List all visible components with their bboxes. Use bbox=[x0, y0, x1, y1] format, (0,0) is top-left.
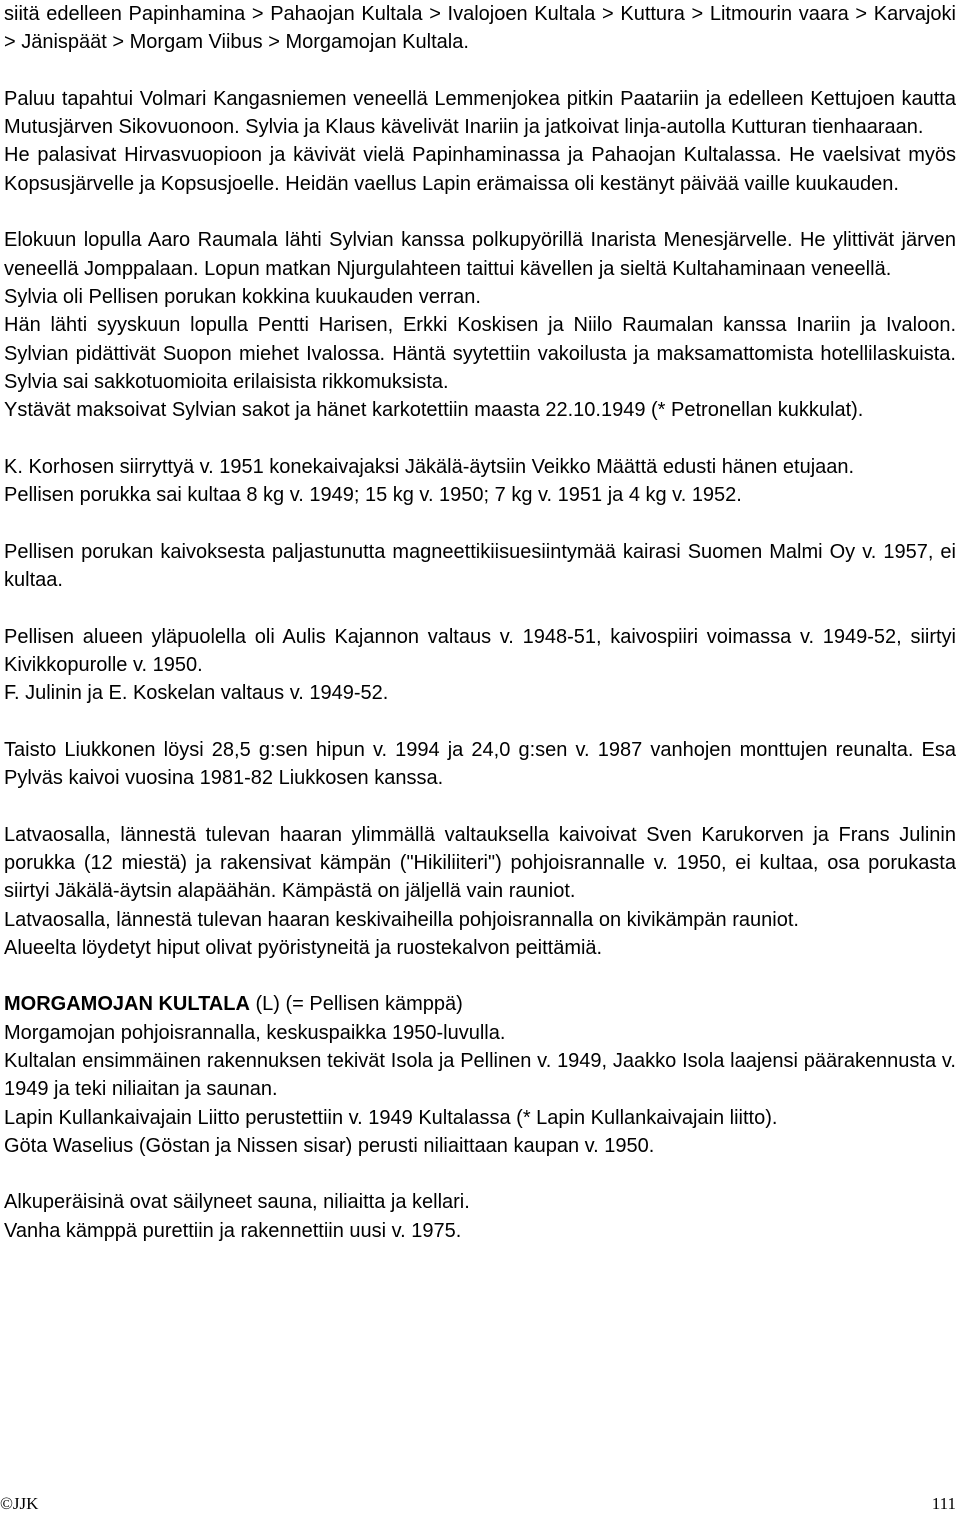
paragraph-korhonen bbox=[4, 453, 956, 481]
paragraph-text: siitä edelleen Papinhamina > Pahaojan Kultala > Ivalojoen Kultala > Kuttura > Litmourin vaara > Karvajoki > Jänispäät > Morgam Viibus > Morgamojan Kultala. bbox=[4, 3, 956, 54]
paragraph-elokuu bbox=[4, 226, 956, 283]
paragraph-gap bbox=[4, 594, 956, 622]
paragraph-karkotus bbox=[4, 396, 956, 424]
paragraph-text: Elokuun lopulla Aaro Raumala lähti Sylvian kanssa polkupyörillä Inarista Menesjärvelle. He ylittivät järven veneellä Jomppalaan. Lopun matkan Njurgulahteen taittui kävellen ja sieltä Kultahaminaan veneellä. bbox=[4, 229, 956, 280]
paragraph-syyskuu bbox=[4, 311, 956, 396]
section-heading bbox=[4, 990, 956, 1018]
paragraph-kajanto bbox=[4, 623, 956, 680]
paragraph-gap bbox=[4, 198, 956, 226]
paragraph-kulta-maarat bbox=[4, 481, 956, 509]
paragraph-vanha-kamppa bbox=[4, 1217, 956, 1245]
paragraph-liitto bbox=[4, 1104, 956, 1132]
paragraph-text: Kultalan ensimmäinen rakennuksen tekivät Isola ja Pellinen v. 1949, Jaakko Isola laajensi päärakennusta v. 1949 ja teki niliaitan ja saunan. bbox=[4, 1049, 956, 1101]
paragraph-hiput bbox=[4, 934, 956, 962]
paragraph-gap bbox=[4, 1160, 956, 1188]
paragraph-gap bbox=[4, 509, 956, 537]
paragraph-text: Göta Waselius (Göstan ja Nissen sisar) perusti niliaittaan kaupan v. 1950. bbox=[4, 1134, 655, 1157]
paragraph-gap bbox=[4, 962, 956, 990]
section-heading-subtitle: (L) (= Pellisen kämppä) bbox=[249, 993, 463, 1016]
paragraph-gap bbox=[4, 424, 956, 452]
paragraph-alkuperaiset bbox=[4, 1188, 956, 1216]
paragraph-text: Pellisen porukka sai kultaa 8 kg v. 1949; 15 kg v. 1950; 7 kg v. 1951 ja 4 kg v. 1952. bbox=[4, 484, 742, 507]
paragraph-latvaosa-1 bbox=[4, 821, 956, 906]
paragraph-text: He palasivat Hirvasvuopioon ja kävivät vielä Papinhaminassa ja Pahaojan Kultalassa. He vaelsivat myös Kopsusjärvelle ja Kopsusjoelle. Heidän vaellus Lapin erämaissa oli kestänyt päivää vaille kuukauden. bbox=[4, 144, 956, 195]
paragraph-rakennus bbox=[4, 1047, 956, 1104]
paragraph-gap bbox=[4, 57, 956, 85]
paragraph-text: F. Julinin ja E. Koskelan valtaus v. 1949-52. bbox=[4, 682, 389, 705]
paragraph-text: Latvaosalla, lännestä tulevan haaran ylimmällä valtauksella kaivoivat Sven Karukorven ja Frans Julinin porukka (12 miestä) ja rakensivat kämpän ("Hikiliiteri") pohjoisrannalle v. 1950, ei kultaa, osa porukasta siirtyi Jäkälä-äytsin alapäähän. Kämpästä on jäljellä vain rauniot. bbox=[4, 823, 956, 903]
paragraph-text: Vanha kämppä purettiin ja rakennettiin uusi v. 1975. bbox=[4, 1219, 462, 1242]
paragraph-return-trip bbox=[4, 85, 956, 142]
paragraph-text: Alueelta löydetyt hiput olivat pyöristyneitä ja ruostekalvon peittämiä. bbox=[4, 936, 603, 959]
paragraph-text: Pellisen porukan kaivoksesta paljastunutta magneettikiisuesiintymää kairasi Suomen Malmi Oy v. 1957, ei kultaa. bbox=[4, 540, 956, 591]
document-page bbox=[4, 0, 956, 1245]
paragraph-text: Paluu tapahtui Volmari Kangasniemen veneellä Lemmenjokea pitkin Paatariin ja edelleen Kettujoen kautta Mutusjärven Sikovuonoon. Sylvia ja Klaus kävelivät Inariin ja jatkoivat linja-autolla Kutturan tienhaaraan. bbox=[4, 87, 956, 139]
paragraph-text: Sylvia oli Pellisen porukan kokkina kuukauden verran. bbox=[4, 285, 481, 308]
paragraph-text: K. Korhosen siirryttyä v. 1951 konekaivajaksi Jäkälä-äytsiin Veikko Määttä edusti hänen etujaan. bbox=[4, 455, 855, 478]
paragraph-text: Taisto Liukkonen löysi 28,5 g:sen hipun v. 1994 ja 24,0 g:sen v. 1987 vanhojen monttujen reunalta. Esa Pylväs kaivoi vuosina 1981-82 Liukkosen kanssa. bbox=[4, 738, 956, 790]
copyright-mark: ©JJK bbox=[0, 1494, 39, 1513]
paragraph-text: Ystävät maksoivat Sylvian sakot ja hänet karkotettiin maasta 22.10.1949 (* Petronellan kukkulat). bbox=[4, 399, 864, 422]
paragraph-text: Lapin Kullankaivajain Liitto perustettiin v. 1949 Kultalassa (* Lapin Kullankaivajain liitto). bbox=[4, 1106, 778, 1129]
paragraph-hirvasvuopio bbox=[4, 141, 956, 198]
paragraph-text: Latvaosalla, lännestä tulevan haaran keskivaiheilla pohjoisrannalla on kivikämpän rauniot. bbox=[4, 908, 799, 931]
paragraph-route bbox=[4, 0, 956, 57]
paragraph-text: Hän lähti syyskuun lopulla Pentti Harisen, Erkki Koskisen ja Niilo Raumalan kanssa Inariin ja Ivaloon. Sylvian pidättivät Suopon miehet Ivalossa. Häntä syytettiin vakoilusta ja maksamattomista hotellilaskuista. Sylvia sai sakkotuomioita erilaisista rikkomuksista. bbox=[4, 314, 956, 393]
paragraph-magneettikiisu bbox=[4, 538, 956, 595]
paragraph-kokki bbox=[4, 283, 956, 311]
paragraph-kauppa bbox=[4, 1132, 956, 1160]
paragraph-gap bbox=[4, 707, 956, 735]
paragraph-sijainti bbox=[4, 1019, 956, 1047]
section-heading-title: MORGAMOJAN KULTALA bbox=[4, 993, 250, 1016]
paragraph-julin-koskela bbox=[4, 679, 956, 707]
paragraph-text: Alkuperäisinä ovat säilyneet sauna, niliaitta ja kellari. bbox=[4, 1191, 470, 1214]
paragraph-gap bbox=[4, 792, 956, 820]
paragraph-liukkonen bbox=[4, 736, 956, 793]
paragraph-text: Pellisen alueen yläpuolella oli Aulis Kajannon valtaus v. 1948-51, kaivospiiri voimassa v. 1949-52, siirtyi Kivikkopurolle v. 1950. bbox=[4, 625, 956, 676]
page-number: 111 bbox=[931, 1494, 956, 1513]
paragraph-text: Morgamojan pohjoisrannalla, keskuspaikka 1950-luvulla. bbox=[4, 1021, 506, 1044]
paragraph-latvaosa-2 bbox=[4, 906, 956, 934]
